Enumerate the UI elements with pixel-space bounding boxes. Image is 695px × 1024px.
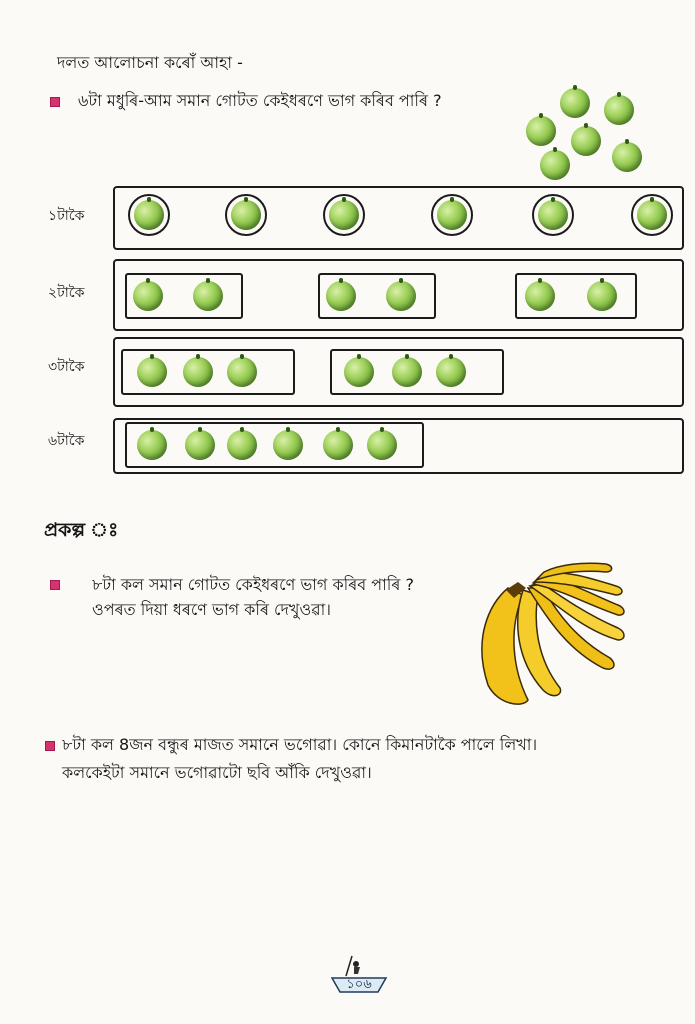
group-ring <box>128 194 170 236</box>
group-box <box>121 349 295 395</box>
page-number-badge <box>330 968 388 994</box>
guava-icon <box>526 116 556 146</box>
guava-icon <box>329 200 359 230</box>
group-box <box>125 422 424 468</box>
bullet-icon <box>50 97 60 107</box>
guava-icon <box>637 200 667 230</box>
guava-icon <box>323 430 353 460</box>
guava-icon <box>386 281 416 311</box>
group-ring <box>431 194 473 236</box>
group-ring <box>532 194 574 236</box>
guava-icon <box>133 281 163 311</box>
project-item1-line2: ওপৰত দিয়া ধৰণে ভাগ কৰি দেখুওৱা। <box>92 600 331 619</box>
grouping-row-2 <box>113 259 684 331</box>
guava-icon <box>560 88 590 118</box>
group-ring <box>323 194 365 236</box>
guava-icon <box>540 150 570 180</box>
grouping-row-4 <box>113 418 684 474</box>
guava-icon <box>227 430 257 460</box>
guava-icon <box>134 200 164 230</box>
guava-icon <box>612 142 642 172</box>
discussion-heading: দলত আলোচনা কৰোঁ আহা - <box>57 53 243 72</box>
bullet-icon <box>50 580 60 590</box>
guava-icon <box>344 357 374 387</box>
group-box <box>125 273 243 319</box>
guava-icon <box>185 430 215 460</box>
banana-bunch-icon <box>468 560 628 710</box>
group-box <box>318 273 436 319</box>
guava-icon <box>183 357 213 387</box>
project-item1-line1: ৮টা কল সমান গোটত কেইধৰণে ভাগ কৰিব পাৰি ? <box>92 575 414 594</box>
project-item2-line2: কলকেইটা সমানে ভগোৱাটো ছবি আঁকি দেখুওৱা। <box>62 763 372 782</box>
guava-icon <box>231 200 261 230</box>
guava-icon <box>604 95 634 125</box>
row-label: ৩টাকৈ <box>48 359 85 375</box>
guava-icon <box>525 281 555 311</box>
group-box <box>330 349 504 395</box>
guava-icon <box>227 357 257 387</box>
page-number: ১০৬ <box>346 977 372 992</box>
group-ring <box>631 194 673 236</box>
guava-icon <box>367 430 397 460</box>
row-label: ১টাকৈ <box>48 208 85 224</box>
project-heading: প্ৰকল্প ঃ <box>44 519 119 541</box>
guava-icon <box>392 357 422 387</box>
discussion-question: ৬টা মধুৰি-আম সমান গোটত কেইধৰণে ভাগ কৰিব পাৰি ? <box>78 91 442 110</box>
guava-icon <box>437 200 467 230</box>
bullet-icon <box>45 741 55 751</box>
guava-icon <box>326 281 356 311</box>
guava-icon <box>137 430 167 460</box>
grouping-row-3 <box>113 337 684 407</box>
guava-icon <box>436 357 466 387</box>
project-item2-line1: ৮টা কল 8জন বন্ধুৰ মাজত সমানে ভগোৱা। কোনে কিমানটাকৈ পালে লিখা। <box>62 735 538 754</box>
group-ring <box>225 194 267 236</box>
guava-icon <box>193 281 223 311</box>
guava-icon <box>137 357 167 387</box>
guava-icon <box>571 126 601 156</box>
guava-icon <box>587 281 617 311</box>
row-label: ৬টাকৈ <box>48 433 85 449</box>
group-box <box>515 273 637 319</box>
guava-icon <box>538 200 568 230</box>
guava-icon <box>273 430 303 460</box>
grouping-row-1 <box>113 186 684 250</box>
row-label: ২টাকৈ <box>48 285 85 301</box>
